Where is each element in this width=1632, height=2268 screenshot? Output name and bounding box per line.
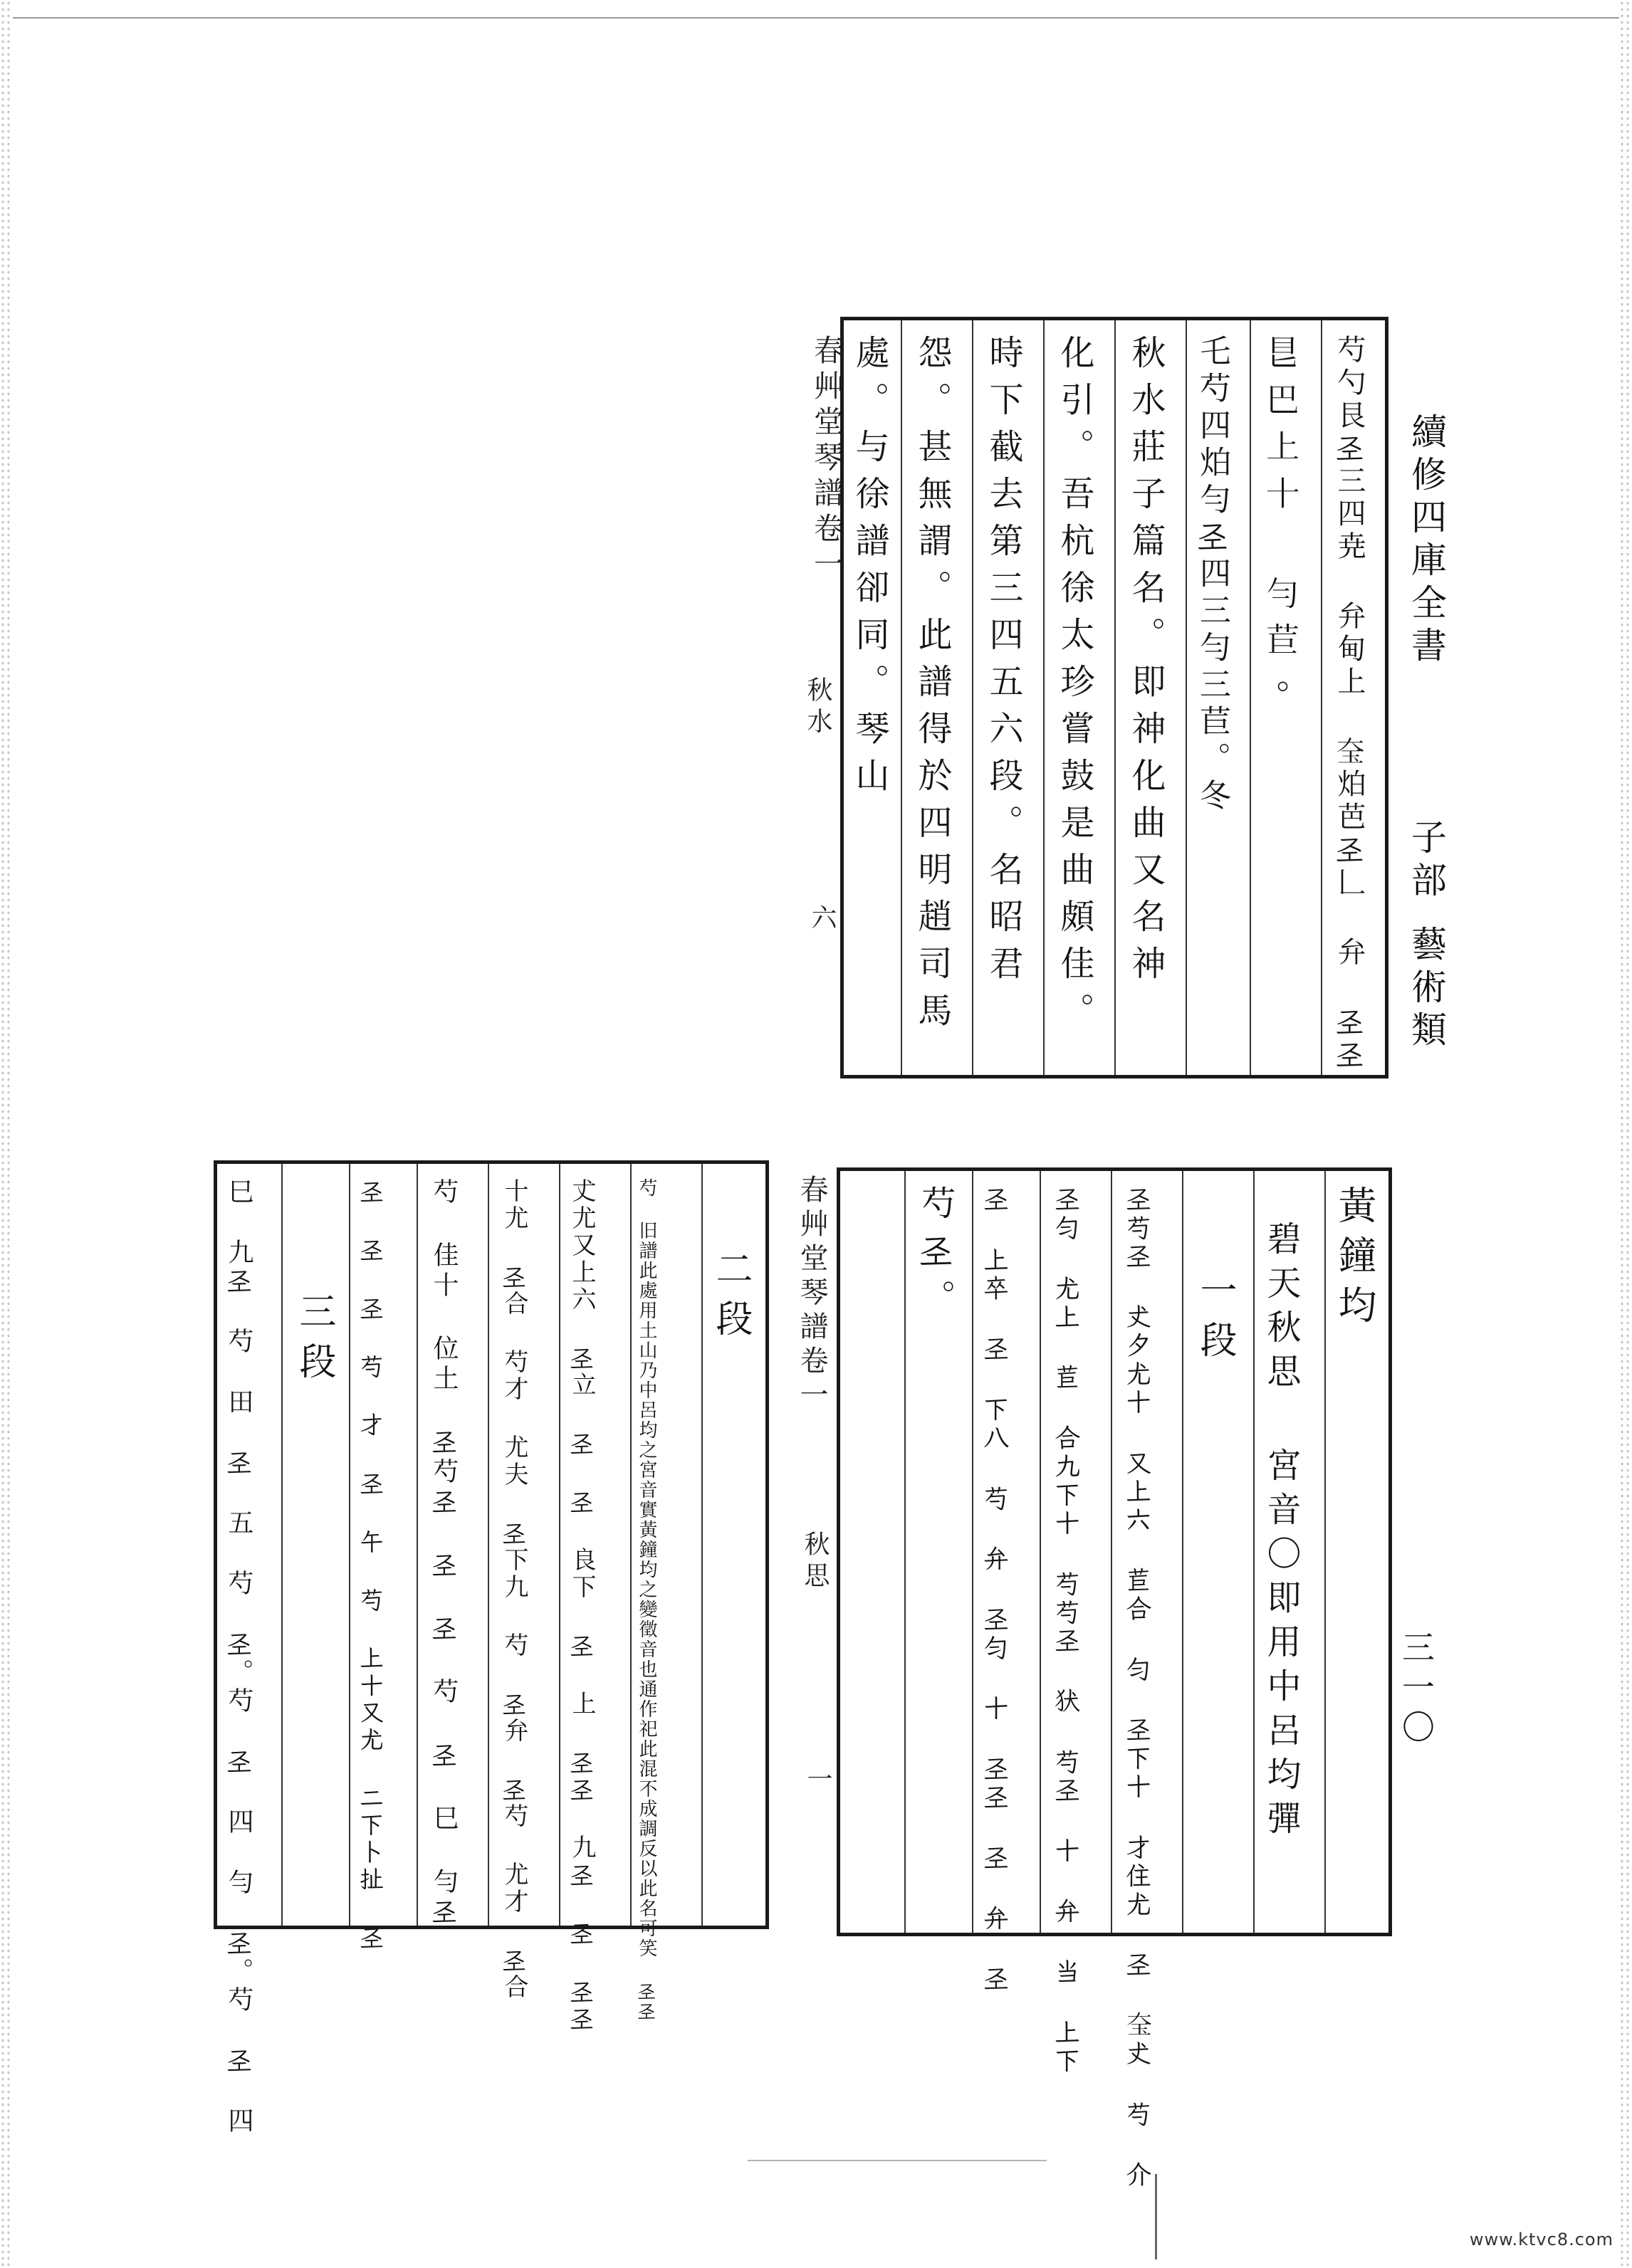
upper-col-2: 𥃩巴上十 勻苣。 <box>1261 335 1301 716</box>
section-1-heading: 一段 <box>1193 1271 1236 1370</box>
upper-margin-title: 春艸堂琴譜卷一 <box>810 335 844 584</box>
lower-left-col-5: 芍 佳十 位土 𢀖芍𢀖 𢀖 𢀖 芍 𢀖 巳 勻𢀖 <box>429 1178 459 1928</box>
lower-margin-title: 春艸堂琴譜卷一 <box>795 1175 828 1414</box>
section-2-heading: 二段 <box>709 1249 752 1349</box>
subcategory: 藝術類 <box>1406 925 1447 1054</box>
upper-col-7: 怨。甚無謂。此譜得於四明趙司馬 <box>912 335 952 1039</box>
top-rule <box>13 17 1619 19</box>
bottom-rule <box>748 2160 1047 2161</box>
lower-left-col-6: 𢀖 𢀖 𢀖 芍 才 𢀖 午 芍 上十又尤 二下卜扯 𢀖 <box>357 1178 386 1951</box>
upper-col-4: 秋水莊子篇名。即神化曲又名神 <box>1126 335 1166 992</box>
gutter-tick <box>1155 2174 1157 2259</box>
lower-right-col-5: 𢀖勻 尤上 苣 合九下十 芍芍𢀖 犾 芍𢀖 十 弁 当 上下 <box>1052 1185 1082 2075</box>
upper-col-8: 處。与徐譜卻同。琴山 <box>849 335 889 804</box>
upper-col-3: 乇芍四𤇢勻𢀖四三勻三苣。冬 <box>1194 335 1230 816</box>
upper-text-block <box>840 317 1388 1078</box>
mode-heading: 黃鐘均 <box>1332 1185 1377 1335</box>
section-3-heading: 三段 <box>293 1292 335 1392</box>
lower-left-col-3: 𠀋尤又上六 𢀖立 𢀖 𢀖 良下 𢀖 上 𢀖𢀖 九𢀖 𢀖 𢀖𢀖 <box>567 1178 596 2032</box>
upper-col-1: 芍勺艮𢀖三四尭 弁甸上 𡘇𤇢芭𢀖𠃊 弁 𢀖𢀖 <box>1333 335 1366 1072</box>
category: 子部 <box>1406 819 1447 904</box>
lower-left-col-8: 巳 九𢀖 芍 田 𢀖 五 芍 𢀖。芍 𢀖 四 勻 𢀖。芍 𢀖 四 <box>224 1178 253 2136</box>
lower-right-col-6: 𢀖 上卒 𢀖 下八 芍 弁 𢀖勻 十 𢀖𢀖 𢀖 弁 𢀖 <box>981 1185 1010 1993</box>
upper-margin-section: 秋水 <box>803 676 832 739</box>
lower-right-col-4: 𢀖芍𢀖 𠀋夕尤十 又上六 苣合 勻 𢀖下十 才住尤 𢀖 𡘇𠀋 芍 介 <box>1124 1185 1153 2189</box>
scan-edge-right <box>1619 0 1632 2268</box>
upper-col-6: 時下截去第三四五六段。名昭君 <box>983 335 1023 992</box>
lower-right-col-7: 芍𢀖。 <box>916 1185 956 1326</box>
lower-margin-section: 秋思 <box>800 1531 830 1593</box>
watermark: www.ktvc8.com <box>1469 2230 1613 2249</box>
lower-left-col-4: 十尤 𢀖合 芍才 尤夫 𢀖下九 芍 𢀖弁 𢀖芍 尤才 𢀖合 <box>500 1178 528 2001</box>
upper-col-5: 化引。吾杭徐太珍嘗鼓是曲頗佳。 <box>1055 335 1094 1039</box>
lower-margin-leaf: 一 <box>803 1765 832 1797</box>
scan-edge-left <box>0 0 13 2268</box>
lower-left-col-2: 芍 旧譜此處用土山乃中呂均之宮音實黃鐘均之變徵音也通作祀此混不成調反以此名可笑 𢀖𢀖 <box>636 1178 657 2021</box>
upper-margin-leaf: 六 <box>807 904 837 935</box>
series-title: 續修四庫全書 <box>1406 413 1447 669</box>
lower-left-text-block <box>214 1160 769 2136</box>
piece-title: 碧天秋思 宮音〇即用中呂均彈 <box>1261 1221 1301 1844</box>
lower-right-text-block <box>837 1167 1392 2189</box>
page-number: 三一〇 <box>1397 1630 1435 1750</box>
